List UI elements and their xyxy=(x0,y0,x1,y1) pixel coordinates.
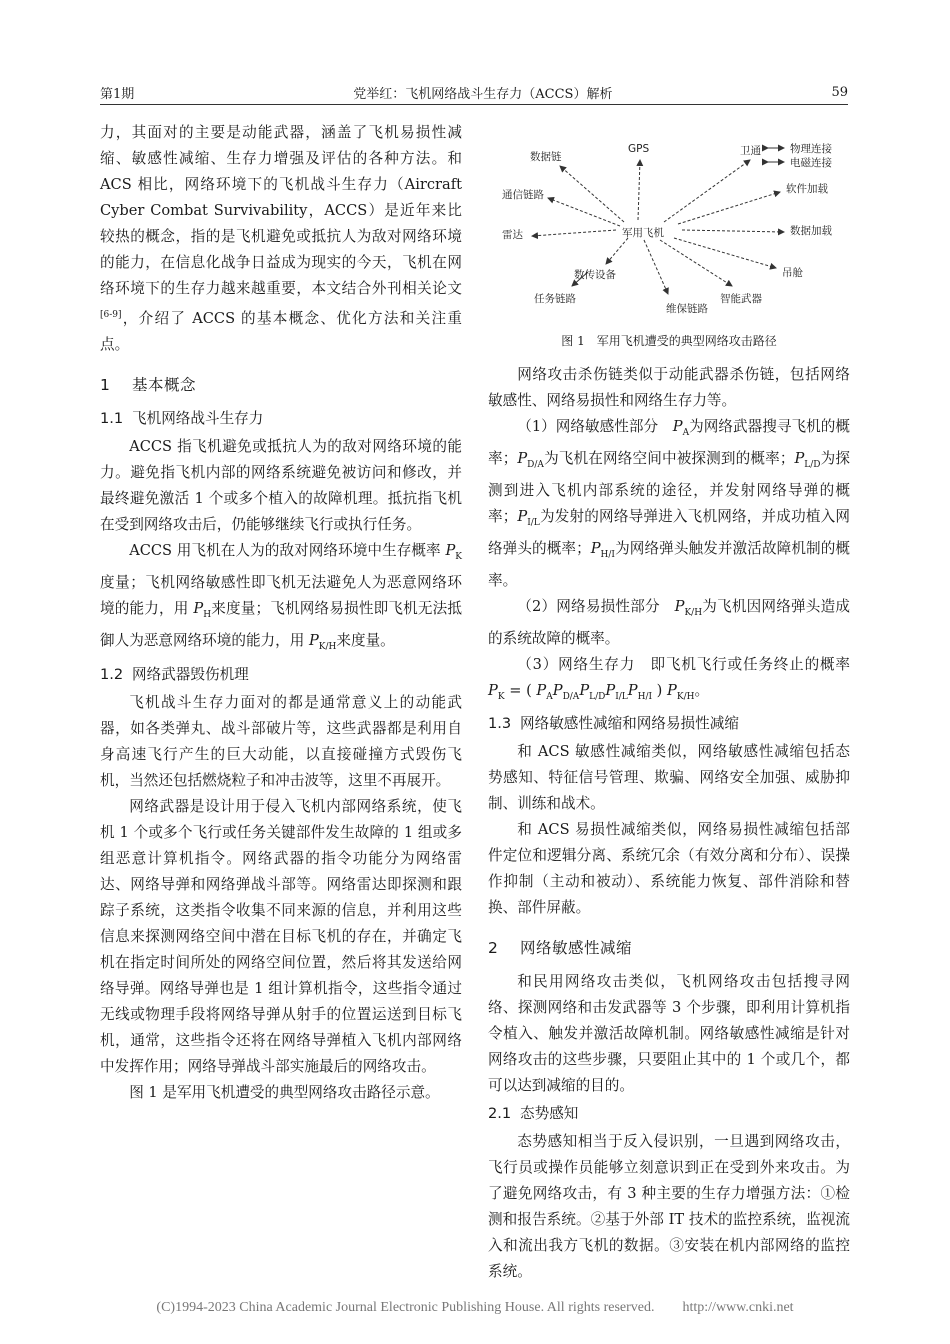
left-column xyxy=(100,120,462,1106)
paragraph-vulnerability: （2）网络易损性部分 $P_{K/H}$为飞机因网络弹头造成的系统故障的概率。 xyxy=(488,597,850,647)
edge-satcom xyxy=(664,160,750,222)
citation: [6-9] xyxy=(100,310,122,320)
section-1-3-heading: 1.3 网络敏感性减缩和网络易损性减缩 xyxy=(488,715,739,733)
paragraph-accs-measures: ACCS 用飞机在人为的敌对网络环境中生存概率 $P_K$度量；飞机网络敏感性即飞机无法避免人为恶意网络环境的能力，用 $P_H$来度量；飞机网络易损性即飞机无法抵御人为恶意网络环境的能力，用 $P_{K/H}$来度量。 xyxy=(100,541,462,652)
page-number: 59 xyxy=(831,84,848,100)
running-title: 党举红：飞机网络战斗生存力（ACCS）解析 xyxy=(353,86,613,102)
paragraph-cyber-weapons: 网络武器是设计用于侵入飞机内部网络系统，使飞机 1 个或多个飞行或任务关键部件发生故障的 1 组或多组恶意计算机指令。网络武器的指令功能分为网络雷达、网络导弹和网络弹战斗部等。网络雷达即探测和跟踪子系统，这类指令收集不同来源的信息，并利用这些信息来探测网络空间中潜在目标飞机的存在，并确定飞机在指定时间所处的网络空间位置，然后将其发送给网络导弹。网络导弹也是 1 组计算机指令，这些指令通过无线或物理手段将网络导弹从射手的位置运送到目标飞机，通常，这些指令还将在网络导弹植入飞机内部网络中发挥作用；网络导弹战斗部实施最后的网络攻击。 xyxy=(100,797,462,1075)
edge-datatx xyxy=(606,238,628,264)
edge-datalink xyxy=(560,166,624,222)
node-datalink: 数据链 xyxy=(530,151,562,163)
edge-maint xyxy=(644,240,668,294)
section-1-1-heading: 1.1 飞机网络战斗生存力 xyxy=(100,409,264,427)
node-comm-link: 通信链路 xyxy=(502,189,544,201)
node-gps: GPS xyxy=(628,143,650,155)
edge-gps xyxy=(638,160,640,220)
node-military-aircraft: 军用飞机 xyxy=(622,227,664,239)
right-column xyxy=(488,120,850,1285)
node-satcom: 卫通 xyxy=(740,145,761,157)
node-smart-weapon: 智能武器 xyxy=(720,293,762,305)
issue-number: 第1期 xyxy=(100,86,135,102)
node-physical-connection: 物理连接 xyxy=(790,143,832,155)
node-em-connection: 电磁连接 xyxy=(790,157,832,169)
section-1-2-heading: 1.2 网络武器毁伤机理 xyxy=(100,665,249,683)
node-pod: 吊舱 xyxy=(782,267,803,279)
node-radar: 雷达 xyxy=(502,229,523,241)
paragraph-kill-chain: 网络攻击杀伤链类似于动能武器杀伤链，包括网络敏感性、网络易损性和网络生存力等。 xyxy=(488,366,850,409)
node-software-loading: 软件加载 xyxy=(786,183,828,195)
edge-pod xyxy=(674,238,776,268)
attack-path-figure xyxy=(488,120,850,320)
section-2-heading: 2 网络敏感性减缩 xyxy=(488,939,633,958)
edge-commlink xyxy=(548,198,620,226)
node-mission-link: 任务链路 xyxy=(534,293,576,305)
node-maintenance-link: 维保链路 xyxy=(666,303,708,315)
paragraph-situational-awareness: 态势感知相当于反入侵识别，一旦遇到网络攻击，飞行员或操作员能够立刻意识到正在受到外来攻击。为了避免网络攻击，有 3 种主要的生存力增强方法：①检测和报告系统。②基于外部 IT 技术的监控系统，监视流入和流出我方飞机的数据。③安装在机内部网络的监控系统。 xyxy=(488,1133,850,1281)
paragraph-figure-ref: 图 1 是军用飞机遭受的典型网络攻击路径示意。 xyxy=(129,1083,440,1101)
section-1-heading: 1 基本概念 xyxy=(100,375,197,394)
running-header xyxy=(100,80,848,104)
paragraph-survivability: （3）网络生存力 即飞机飞行或任务终止的概率 $P_K$ = ( $P_AP_{D/A}P_{L/D}P_{I/L}P_{H/I}$ ) $P_{K/H}$。 xyxy=(488,655,850,702)
figure-caption: 图 1 军用飞机遭受的典型网络攻击路径 xyxy=(561,334,777,348)
copyright-footer: (C)1994-2023 China Academic Journal Electronic Publishing House. All rights reserved. http://www.cnki.net xyxy=(156,1300,794,1315)
paragraph-vulnerability-reduction: 和 ACS 易损性减缩类似，网络易损性减缩包括部件定位和逻辑分离、系统冗余（有效分离和分布）、误操作抑制（主动和被动）、系统能力恢复、部件消除和替换、部件屏蔽。 xyxy=(488,821,850,917)
header-rule xyxy=(100,104,848,105)
node-data-transmission: 数传设备 xyxy=(574,269,616,281)
section-2-1-heading: 2.1 态势感知 xyxy=(488,1105,579,1123)
attack-path-diagram xyxy=(488,120,850,320)
edge-software xyxy=(678,192,780,224)
edge-smartweapon xyxy=(660,240,732,286)
edge-dataload xyxy=(682,230,784,232)
node-data-loading: 数据加载 xyxy=(790,225,832,237)
paragraph-susceptibility-reduction: 和 ACS 敏感性减缩类似，网络敏感性减缩包括态势感知、特征信号管理、欺骗、网络安全加强、威胁抑制、训练和战术。 xyxy=(488,743,850,813)
paragraph-accs-definition: ACCS 指飞机避免或抵抗人为的敌对网络环境的能力。避免指飞机内部的网络系统避免被访问和修改，并最终避免激活 1 个或多个植入的故障机理。抵抗指飞机在受到网络攻击后，仍能够继续飞行或执行任务。 xyxy=(100,437,462,533)
paragraph-susceptibility: （1）网络敏感性部分 $P_A$为网络武器搜寻飞机的概率；$P_{D/A}$为飞机在网络空间中被探测到的概率；$P_{L/D}$为探测到进入飞机内部系统的途径，并发射网络导弹的概率；$P_{I/L}$为发射的网络导弹进入飞机网络，并成功植入网络弹头的概率；$P_{H/I}$为网络弹头触发并激活故障机制的概率。 xyxy=(488,418,850,589)
paragraph-cyber-attack-steps: 和民用网络攻击类似，飞机网络攻击包括搜寻网络、探测网络和击发武器等 3 个步骤，即利用计算机指令植入、触发并激活故障机制。网络敏感性减缩是针对网络攻击的这些步骤，只要阻止其中的 1 个或几个，都可以达到减缩的目的。 xyxy=(488,973,850,1095)
paragraph-kinetic-weapons: 飞机战斗生存力面对的都是通常意义上的动能武器，如各类弹丸、战斗部破片等，这些武器都是利用自身高速飞行产生的巨大动能，以直接碰撞方式毁伤飞机，当然还包括燃烧粒子和冲击波等，这里不再展开。 xyxy=(100,693,462,789)
paragraph-intro-cont: 力，其面对的主要是动能武器，涵盖了飞机易损性减缩、敏感性减缩、生存力增强及评估的各种方法。和 ACS 相比，网络环境下的飞机战斗生存力（Aircraft Cyber Combat Survivability，ACCS）是近年来比较热的概念，指的是飞机避免或抵抗人为敌对网络环境的能力，在信息化战争日益成为现实的今天，飞机在网络环境下的生存力越来越重要，本文结合外刊相关论文[6-9]，介绍了 ACCS 的基本概念、优化方法和关注重点。 xyxy=(100,124,462,353)
edge-radar xyxy=(532,230,616,236)
